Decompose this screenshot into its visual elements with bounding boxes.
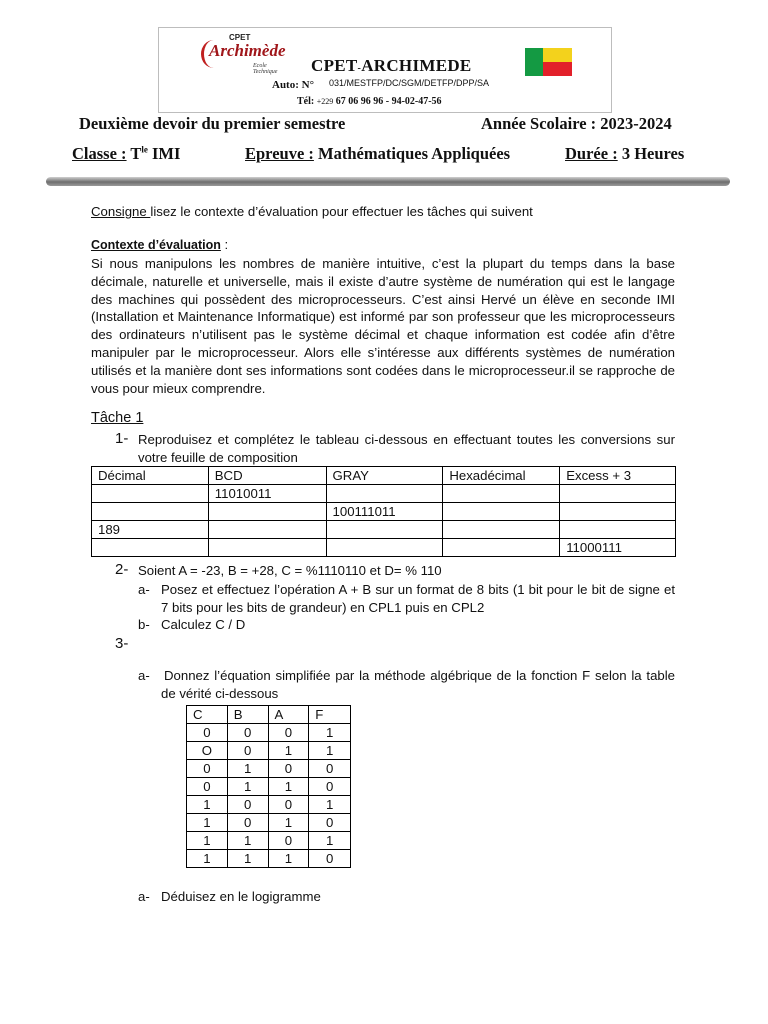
task1-title: Tâche 1 bbox=[91, 410, 144, 426]
logo-name: Archimède bbox=[209, 41, 286, 60]
table-cell bbox=[443, 521, 560, 539]
truth-cell: 1 bbox=[187, 832, 228, 850]
truth-table bbox=[186, 705, 351, 868]
table-cell bbox=[326, 485, 443, 503]
table-cell: 100111011 bbox=[326, 503, 443, 521]
truth-cell: O bbox=[187, 742, 228, 760]
truth-cell: 0 bbox=[309, 814, 351, 832]
table-cell bbox=[92, 485, 209, 503]
q2-number: 2- bbox=[115, 561, 129, 578]
truth-cell: 1 bbox=[187, 796, 228, 814]
truth-cell: 0 bbox=[187, 760, 228, 778]
header-banner bbox=[158, 27, 612, 113]
table-cell bbox=[326, 521, 443, 539]
q3b-label: a- bbox=[138, 889, 150, 904]
table-row bbox=[92, 539, 676, 557]
truth-cell: 0 bbox=[309, 778, 351, 796]
school-logo bbox=[199, 32, 291, 82]
header-cell: Excess + 3 bbox=[560, 467, 676, 485]
truth-row bbox=[187, 796, 351, 814]
context-paragraph: Si nous manipulons les nombres de manière intuitive, c’est la plupart du temps dans la base décimale, naturelle et universelle, mais il existe d’autre système de numération qui est le langage des machines qui possèdent des microprocesseurs. C’est ainsi Hervé un élève en seconde IMI (Installation et Maintenance Informatique) est informé par son professeur que les microprocesseurs des ordinateurs n’utilisent pas le système décimal et chaque information est codée afin d’être manipuler par le microprocesseur. Alors elle s’intéresse aux différents systèmes de numération utilisés et la manière dont ses informations sont codées dans le microprocesseur.il se rapproche de vous pour mieux comprendre. bbox=[91, 256, 675, 396]
q3-number: 3- bbox=[115, 635, 129, 652]
context-heading: Contexte d’évaluation : bbox=[91, 237, 229, 252]
truth-cell: 1 bbox=[187, 814, 228, 832]
header-cell: Décimal bbox=[92, 467, 209, 485]
table-header-row bbox=[92, 467, 676, 485]
org-name-part1: CPET bbox=[311, 56, 358, 75]
table-cell bbox=[92, 539, 209, 557]
truth-cell: 0 bbox=[227, 742, 268, 760]
consigne-line bbox=[91, 203, 533, 221]
truth-cell: 1 bbox=[227, 778, 268, 796]
truth-row bbox=[187, 832, 351, 850]
truth-cell: 1 bbox=[309, 796, 351, 814]
class-label: Classe : bbox=[72, 144, 127, 163]
table-cell bbox=[208, 503, 326, 521]
class-info: Classe : $T^{le}$ IMI bbox=[72, 144, 181, 163]
q2b-label: b- bbox=[138, 617, 150, 632]
truth-cell: 0 bbox=[187, 778, 228, 796]
truth-row bbox=[187, 724, 351, 742]
q2a-label: a- bbox=[138, 582, 150, 597]
truth-row bbox=[187, 814, 351, 832]
truth-cell: 1 bbox=[309, 742, 351, 760]
duration-label: Durée : bbox=[565, 144, 618, 163]
q3b-text: Déduisez en le logigramme bbox=[161, 889, 321, 904]
truth-cell: 1 bbox=[309, 724, 351, 742]
truth-row bbox=[187, 760, 351, 778]
truth-cell: 0 bbox=[268, 796, 309, 814]
table-cell bbox=[326, 539, 443, 557]
q2a-text: Posez et effectuez l’opération A + B sur un format de 8 bits (1 bit pour le bit de signe et 7 bits pour les bits de grandeur) en CPL1 puis en CPL2 bbox=[161, 582, 675, 615]
truth-cell: 0 bbox=[227, 814, 268, 832]
q2-text: Soient A = -23, B = +28, C = %1110110 et D= % 110 bbox=[138, 563, 442, 578]
logo-small-text: CPET bbox=[229, 33, 251, 42]
q1-number: 1- bbox=[115, 430, 129, 447]
exam-title: Deuxième devoir du premier semestre bbox=[79, 114, 346, 133]
school-year: Année Scolaire : 2023-2024 bbox=[481, 114, 672, 133]
table-cell bbox=[560, 521, 676, 539]
truth-cell: 1 bbox=[268, 778, 309, 796]
table-cell: 11010011 bbox=[208, 485, 326, 503]
header-cell: F bbox=[309, 706, 351, 724]
header-cell: Hexadécimal bbox=[443, 467, 560, 485]
header-cell: B bbox=[227, 706, 268, 724]
telephone-line bbox=[297, 96, 442, 107]
benin-flag-icon bbox=[525, 48, 572, 76]
q3a-label: a- bbox=[138, 668, 150, 683]
organization-name bbox=[311, 56, 472, 76]
context-label: Contexte d’évaluation bbox=[91, 238, 221, 252]
table-row bbox=[92, 503, 676, 521]
header-cell: A bbox=[268, 706, 309, 724]
tel-prefix: +229 bbox=[316, 97, 334, 106]
tel-label: Tél: bbox=[297, 96, 315, 107]
subject-info bbox=[245, 144, 510, 164]
truth-cell: 1 bbox=[268, 742, 309, 760]
org-name-connector: - bbox=[357, 63, 362, 74]
q3a-text: Donnez l’équation simplifiée par la méthode algébrique de la fonction F selon la table de vérité ci-dessous bbox=[161, 668, 675, 701]
truth-header-row bbox=[187, 706, 351, 724]
table-cell bbox=[443, 539, 560, 557]
consigne-label: Consigne bbox=[91, 204, 151, 219]
q1-text: Reproduisez et complétez le tableau ci-dessous en effectuant toutes les conversions sur votre feuille de composition bbox=[138, 432, 675, 465]
table-cell bbox=[208, 539, 326, 557]
header-divider bbox=[46, 177, 730, 186]
logo-subtitle: Ecole Technique bbox=[253, 63, 278, 75]
truth-cell: 1 bbox=[227, 832, 268, 850]
subject-value: Mathématiques Appliquées bbox=[313, 144, 511, 163]
truth-cell: 0 bbox=[187, 724, 228, 742]
table-cell bbox=[443, 485, 560, 503]
table-cell bbox=[92, 503, 209, 521]
truth-cell: 0 bbox=[309, 850, 351, 868]
authorization-number: 031/MESTFP/DC/SGM/DETFP/DPP/SA bbox=[329, 78, 490, 88]
authorization-label: Auto: N° bbox=[272, 79, 314, 91]
tel-number-2: - 94-02-47-56 bbox=[385, 96, 442, 107]
consigne-text: lisez le contexte d’évaluation pour effectuer les tâches qui suivent bbox=[150, 204, 533, 219]
table-row bbox=[92, 485, 676, 503]
table-cell bbox=[560, 485, 676, 503]
duration-value: 3 Heures bbox=[617, 144, 685, 163]
truth-row bbox=[187, 850, 351, 868]
header-cell: C bbox=[187, 706, 228, 724]
subject-label: Epreuve : bbox=[245, 144, 314, 163]
q2b-text: Calculez C / D bbox=[161, 617, 246, 632]
truth-cell: 0 bbox=[268, 724, 309, 742]
truth-cell: 0 bbox=[268, 832, 309, 850]
truth-cell: 0 bbox=[268, 760, 309, 778]
table-cell bbox=[208, 521, 326, 539]
duration-info bbox=[565, 144, 684, 164]
truth-cell: 1 bbox=[268, 814, 309, 832]
table-cell: 189 bbox=[92, 521, 209, 539]
truth-cell: 1 bbox=[268, 850, 309, 868]
truth-cell: 0 bbox=[309, 760, 351, 778]
truth-cell: 0 bbox=[227, 796, 268, 814]
table-cell bbox=[560, 503, 676, 521]
conversion-table bbox=[91, 466, 676, 557]
truth-cell: 1 bbox=[227, 760, 268, 778]
header-cell: GRAY bbox=[326, 467, 443, 485]
truth-cell: 1 bbox=[227, 850, 268, 868]
truth-cell: 0 bbox=[227, 724, 268, 742]
table-cell: 11000111 bbox=[560, 539, 676, 557]
table-cell bbox=[443, 503, 560, 521]
truth-cell: 1 bbox=[309, 832, 351, 850]
truth-row bbox=[187, 742, 351, 760]
table-row bbox=[92, 521, 676, 539]
truth-cell: 1 bbox=[187, 850, 228, 868]
org-name-part2: ARCHIMEDE bbox=[361, 56, 472, 75]
truth-row bbox=[187, 778, 351, 796]
header-cell: BCD bbox=[208, 467, 326, 485]
tel-number-1: 67 06 96 96 bbox=[335, 96, 384, 107]
